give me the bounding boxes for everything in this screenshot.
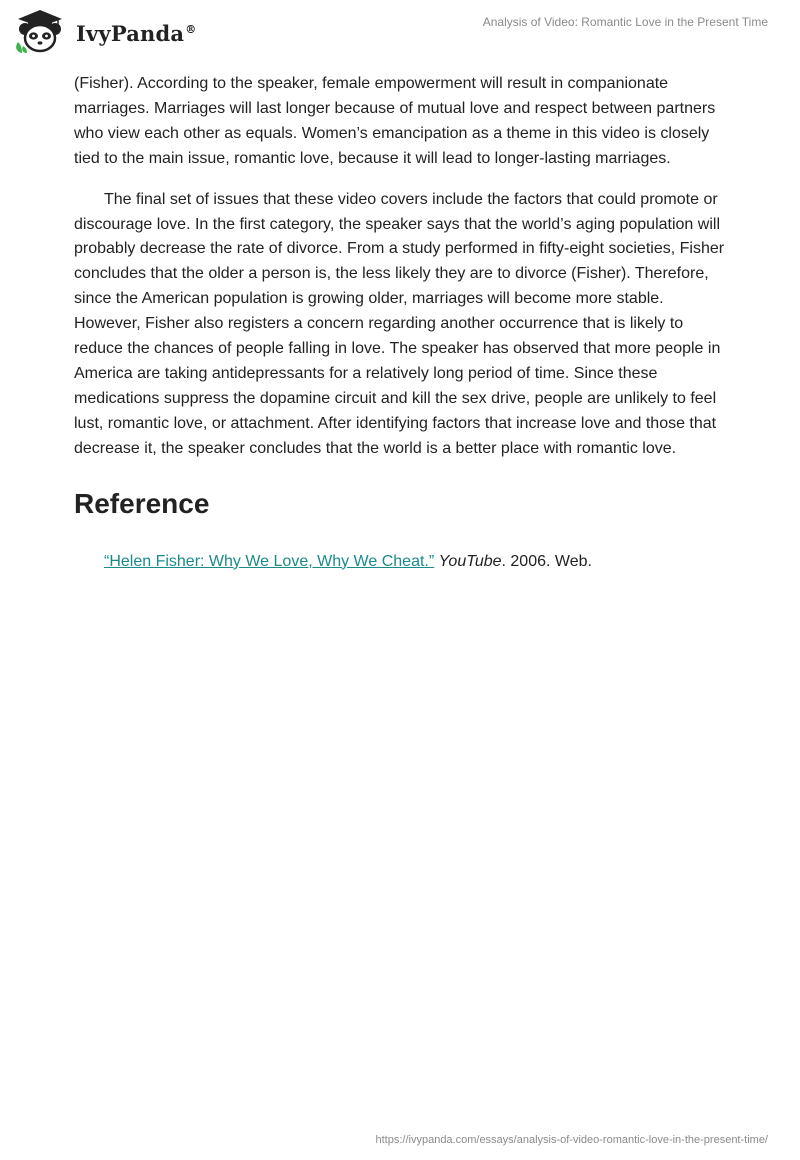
- reference-link[interactable]: “Helen Fisher: Why We Love, Why We Cheat.”: [104, 552, 435, 570]
- body-paragraph: (Fisher). According to the speaker, female empowerment will result in companionate marriages. Marriages will last longer because of mutual love and respect between partners who view each other as equals. Women’s emancipation as a theme in this video is closely tied to the main issue, romantic love, because it will lead to longer-lasting marriages.: [74, 75, 716, 167]
- essay-content: [74, 72, 734, 574]
- reference-heading: Reference: [74, 487, 210, 519]
- footer-url: https://ivypanda.com/essays/analysis-of-video-romantic-love-in-the-present-time/: [375, 1134, 768, 1146]
- panda-graduation-cap-icon: [14, 8, 66, 54]
- reference-tail: . 2006. Web.: [501, 552, 592, 570]
- registered-mark: ®: [185, 22, 197, 36]
- page-header: [0, 0, 800, 70]
- reference-source: YouTube: [438, 552, 502, 570]
- running-title: Analysis of Video: Romantic Love in the Present Time: [482, 15, 768, 29]
- brand-name: IvyPanda®: [76, 20, 197, 46]
- reference-entry: [104, 550, 734, 574]
- body-paragraph: The final set of issues that these video covers include the factors that could promote or discourage love. In the first category, the speaker says that the world’s aging population will probably decrease the rate of divorce. From a study performed in fifty-eight societies, Fisher concludes that the older a person is, the less likely they are to divorce (Fisher). Therefore, since the American population is growing older, marriages will become more stable. However, Fisher also registers a concern regarding another occurrence that is likely to reduce the chances of people falling in love. The speaker has observed that more people in America are taking antidepressants for a relatively long period of time. Since these medications suppress the dopamine circuit and kill the sex drive, people are unlikely to feel lust, romantic love, or attachment. After identifying factors that increase love and those that decrease it, the speaker concludes that the world is a better place with romantic love.: [74, 190, 725, 457]
- ivypanda-logo[interactable]: [14, 8, 196, 54]
